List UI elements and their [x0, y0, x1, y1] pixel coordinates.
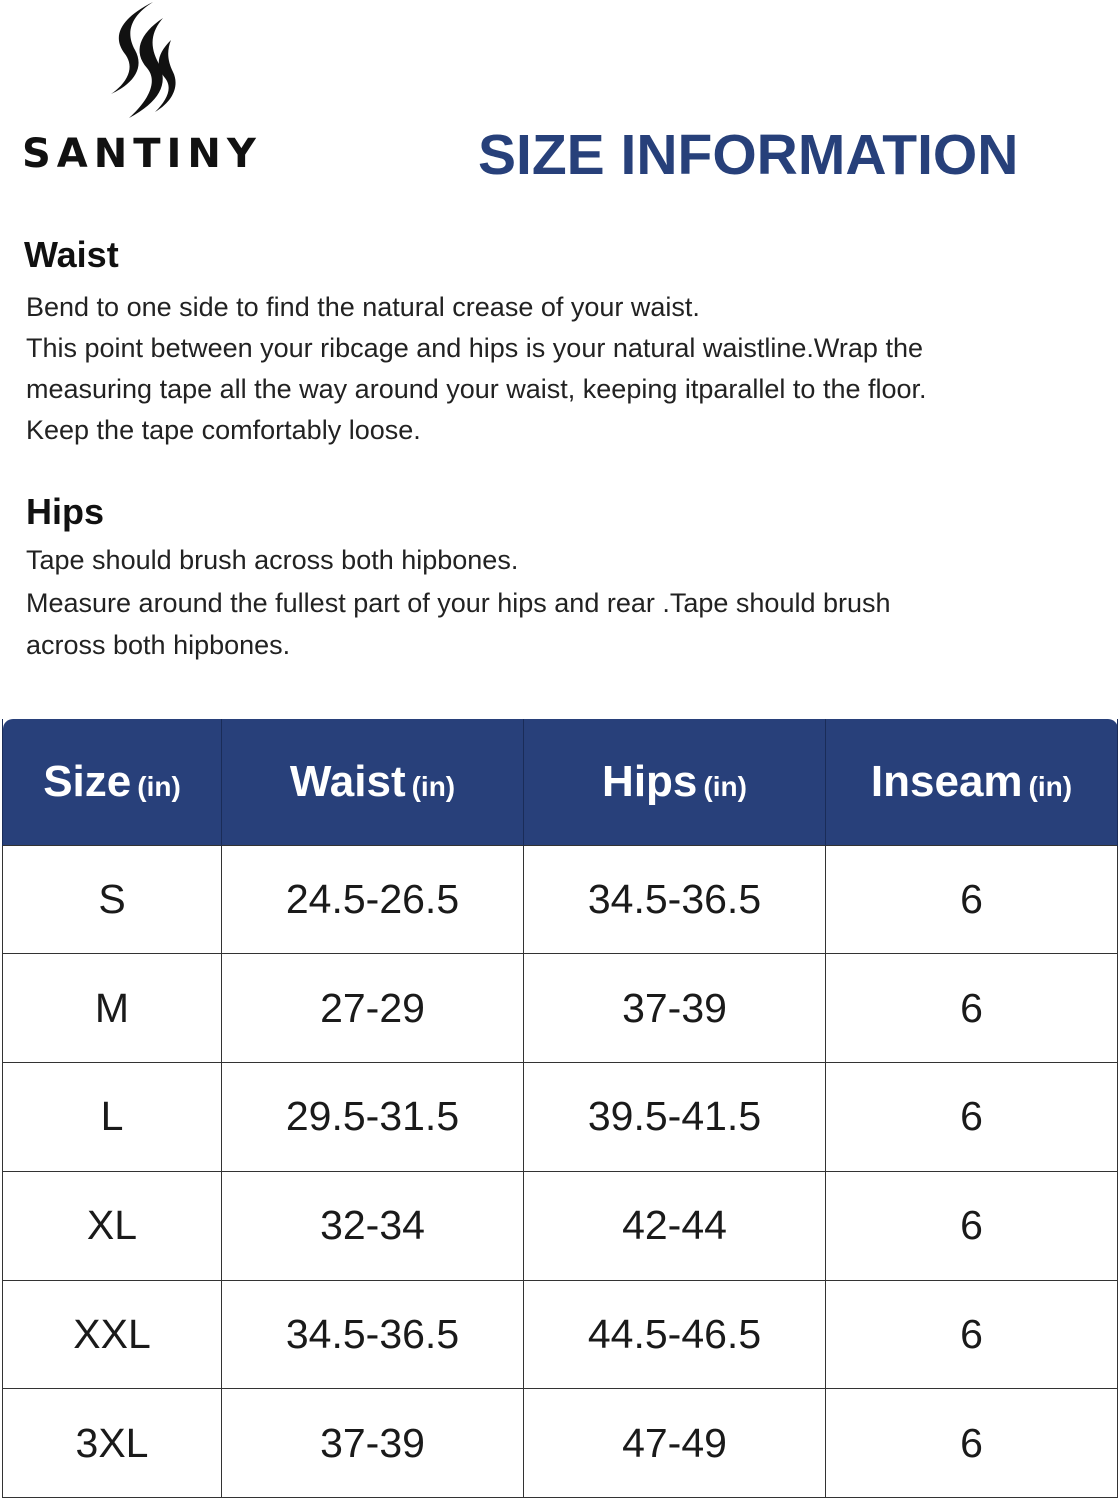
cell-size: S: [3, 845, 222, 954]
flame-swirl-icon: [103, 2, 177, 120]
table-row: [3, 1171, 1118, 1280]
cell-waist: 27-29: [222, 954, 524, 1063]
cell-inseam: 6: [826, 954, 1118, 1063]
cell-waist: 37-39: [222, 1389, 524, 1498]
waist-line: Keep the tape comfortably loose.: [26, 415, 421, 445]
cell-hips: 47-49: [524, 1389, 826, 1498]
cell-inseam: 6: [826, 1063, 1118, 1172]
cell-hips: 34.5-36.5: [524, 845, 826, 954]
waist-instructions: [26, 287, 1106, 451]
cell-size: XL: [3, 1171, 222, 1280]
cell-inseam: 6: [826, 1171, 1118, 1280]
table-row: [3, 1280, 1118, 1389]
waist-heading: Waist: [24, 234, 119, 275]
hips-heading: Hips: [26, 491, 105, 532]
table-header-row: [3, 719, 1118, 845]
cell-waist: 29.5-31.5: [222, 1063, 524, 1172]
cell-hips: 44.5-46.5: [524, 1280, 826, 1389]
hips-instructions: [26, 539, 1106, 667]
cell-inseam: 6: [826, 1389, 1118, 1498]
cell-size: L: [3, 1063, 222, 1172]
brand-name: SANTINY: [22, 131, 262, 177]
cell-hips: 39.5-41.5: [524, 1063, 826, 1172]
table-row: [3, 845, 1118, 954]
cell-size: M: [3, 954, 222, 1063]
size-table: [2, 719, 1118, 1498]
hips-line: Measure around the fullest part of your hips and rear .Tape should brush: [26, 587, 891, 618]
waist-line: Bend to one side to find the natural crease of your waist.: [26, 292, 700, 322]
header-waist: Waist (in): [222, 719, 524, 845]
cell-waist: 24.5-26.5: [222, 845, 524, 954]
cell-size: 3XL: [3, 1389, 222, 1498]
table-row: [3, 1389, 1118, 1498]
header-size: Size (in): [3, 719, 222, 845]
table-row: [3, 1063, 1118, 1172]
cell-waist: 34.5-36.5: [222, 1280, 524, 1389]
cell-hips: 37-39: [524, 954, 826, 1063]
hips-line: across both hipbones.: [26, 630, 291, 660]
waist-line: This point between your ribcage and hips is your natural waistline.Wrap the: [26, 333, 923, 363]
cell-hips: 42-44: [524, 1171, 826, 1280]
waist-line: measuring tape all the way around your waist, keeping itparallel to the floor.: [26, 374, 927, 404]
header-hips: Hips (in): [524, 719, 826, 845]
cell-inseam: 6: [826, 845, 1118, 954]
table-row: [3, 954, 1118, 1063]
hips-line: Tape should brush across both hipbones.: [26, 545, 519, 575]
cell-inseam: 6: [826, 1280, 1118, 1389]
cell-waist: 32-34: [222, 1171, 524, 1280]
header-inseam: Inseam (in): [826, 719, 1118, 845]
cell-size: XXL: [3, 1280, 222, 1389]
page-title: SIZE INFORMATION: [478, 123, 1019, 187]
